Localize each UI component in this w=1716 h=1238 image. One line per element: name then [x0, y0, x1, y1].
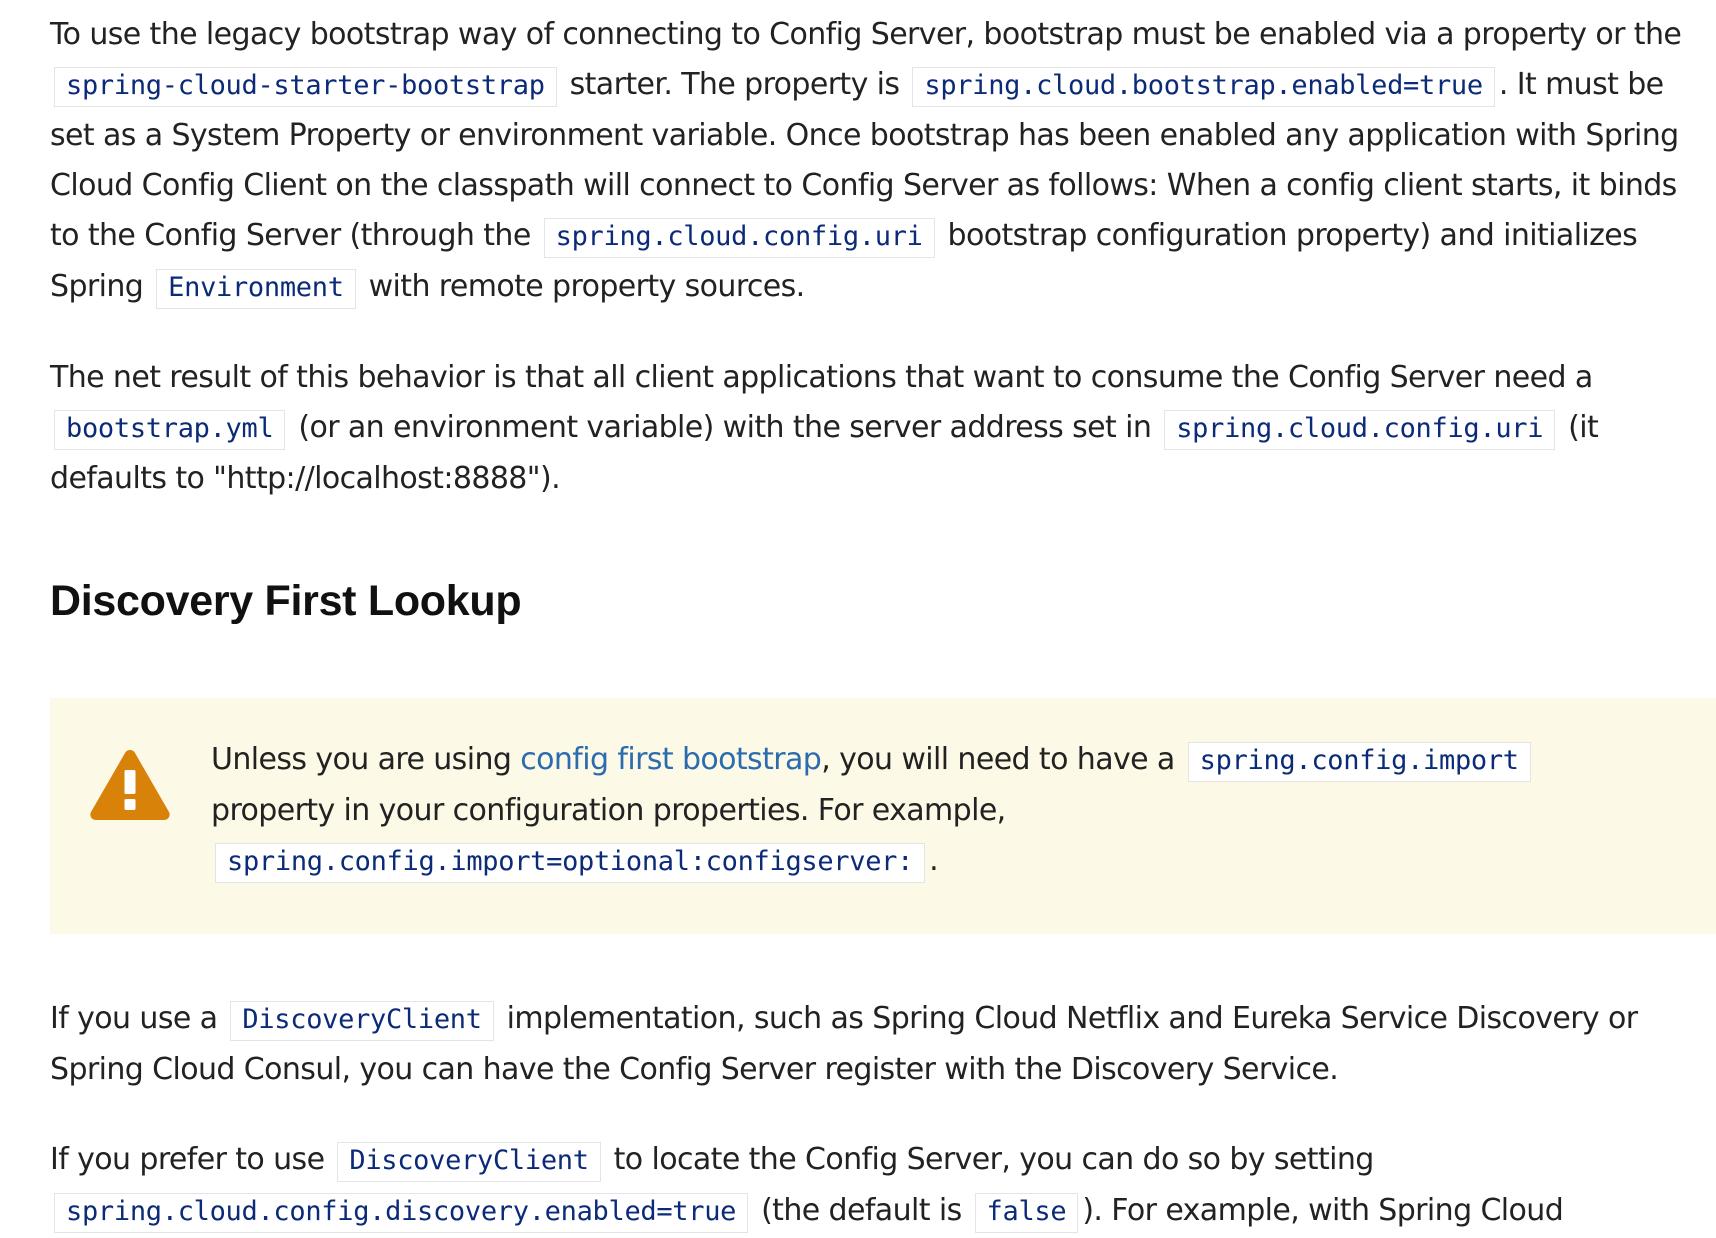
inline-code: spring.cloud.config.uri: [544, 218, 935, 258]
text: implementation, such as Spring Cloud Netflix and Eureka Service Discovery or Spring Cloud Consul, you can have the Config Server register with the Discovery Service.: [50, 1001, 1638, 1087]
text: If you use a: [50, 1001, 227, 1036]
text: (it defaults to "http://localhost:8888").: [50, 410, 1599, 496]
text: The net result of this behavior is that all client applications that want to consume the Config Server need a: [50, 360, 1593, 395]
inline-code: spring.cloud.config.discovery.enabled=true: [54, 1193, 748, 1233]
inline-code: spring-cloud-starter-bootstrap: [54, 67, 557, 107]
text: If you prefer to use: [50, 1142, 334, 1177]
text: , you will need to have a: [821, 742, 1184, 777]
inline-code: spring.config.import: [1188, 742, 1531, 782]
paragraph-legacy-bootstrap: [50, 10, 1710, 313]
text: To use the legacy bootstrap way of connecting to Config Server, bootstrap must be enabled via a property or the: [50, 17, 1682, 52]
text: (the default is: [752, 1193, 971, 1228]
doc-content: [50, 10, 1716, 1237]
text: Unless you are using: [211, 742, 521, 777]
config-first-bootstrap-link[interactable]: config first bootstrap: [520, 742, 822, 777]
text: .: [929, 843, 939, 878]
inline-code: DiscoveryClient: [230, 1001, 493, 1041]
inline-code: DiscoveryClient: [337, 1142, 600, 1182]
inline-code: spring.cloud.config.uri: [1164, 410, 1555, 450]
warning-icon: [88, 744, 172, 822]
text: bootstrap configuration property) and initializes Spring: [50, 218, 1638, 304]
paragraph-net-result: [50, 353, 1710, 504]
text: starter. The property is: [560, 67, 909, 102]
inline-code: false: [975, 1193, 1079, 1233]
text: to locate the Config Server, you can do so by setting: [604, 1142, 1374, 1177]
inline-code: Environment: [156, 269, 356, 309]
text: (or an environment variable) with the server address set in: [289, 410, 1161, 445]
inline-code: bootstrap.yml: [54, 410, 285, 450]
text: . It must be set as a System Property or environment variable. Once bootstrap has been enabled any application with Spring Cloud Config Client on the classpath will connect to Config Server as follows: When a config client starts, it binds to the Config Server (through the: [50, 67, 1679, 253]
inline-code: spring.config.import=optional:configserver:: [215, 843, 925, 883]
paragraph-prefer-discovery: [50, 1135, 1710, 1237]
paragraph-discovery-client: [50, 994, 1710, 1095]
text: with remote property sources.: [359, 269, 805, 304]
text: ). For example, with Spring Cloud: [1082, 1193, 1564, 1228]
admonition-text: [211, 735, 1611, 887]
text: property in your configuration properties. For example,: [211, 793, 1006, 828]
warning-admonition: [50, 698, 1716, 934]
section-heading: Discovery First Lookup: [50, 577, 522, 625]
inline-code: spring.cloud.bootstrap.enabled=true: [912, 67, 1494, 107]
